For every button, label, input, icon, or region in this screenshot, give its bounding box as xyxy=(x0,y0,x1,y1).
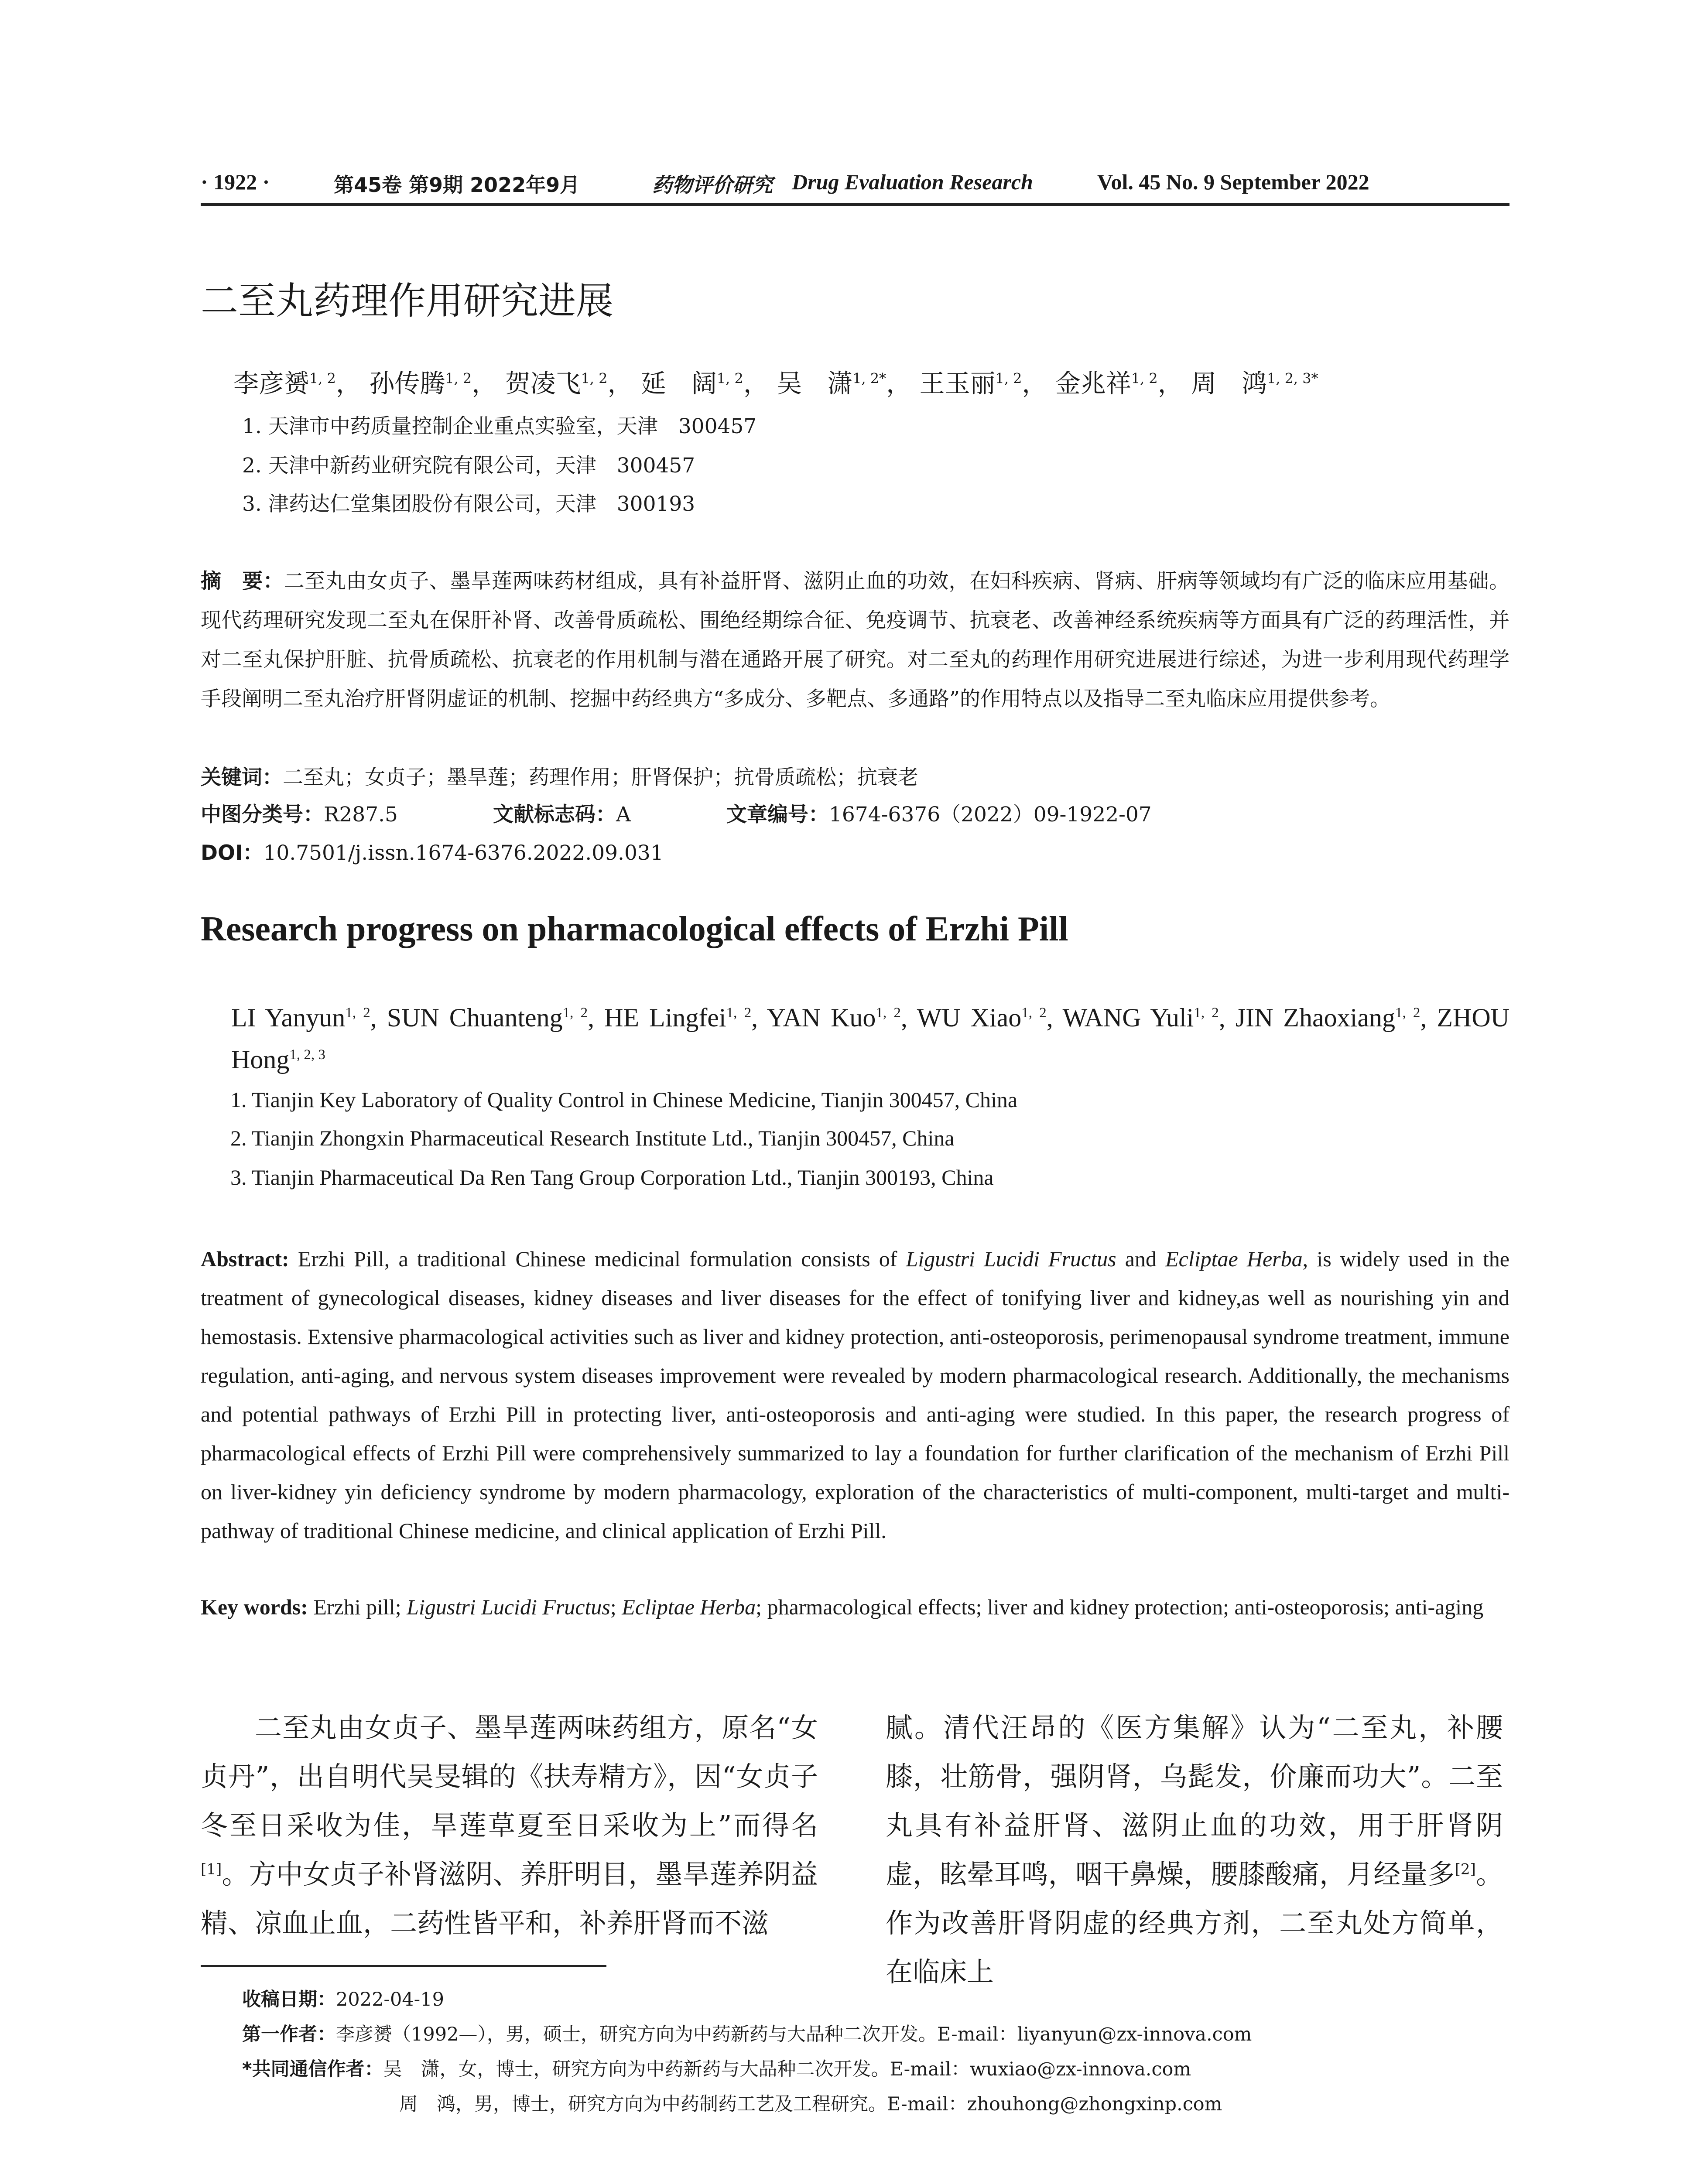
footnote-rule xyxy=(201,1965,606,1967)
author-cn: 金兆祥$^{1, 2}$ xyxy=(1055,369,1158,398)
doi-row xyxy=(201,837,664,866)
abstract-label-en: Abstract: xyxy=(201,1247,289,1271)
article-title-en: Research progress on pharmacological effects of Erzhi Pill xyxy=(201,910,1068,948)
author-en: JIN Zhaoxiang$^{1, 2}$ xyxy=(1235,1003,1420,1032)
citation: [2] xyxy=(1455,1860,1476,1878)
clc-row xyxy=(201,798,398,827)
received-date: 收稿日期：2022-04-19 xyxy=(242,1989,444,2010)
corresponding-author-note-2: 周 鸿，男，博士，研究方向为中药制药工艺及工程研究。E-mail：zhouhong@zhongxinp.com xyxy=(399,2093,1222,2115)
journal-cn-logo: 药物评价研究 xyxy=(652,173,773,197)
author-cn: 延 阔$^{1, 2}$ xyxy=(640,369,743,398)
doi-label: DOI： xyxy=(201,841,264,865)
page-number: · 1922 · xyxy=(201,170,270,194)
author-cn: 李彦赟$^{1, 2}$ xyxy=(233,369,336,398)
herb-name-italic: Ligustri Lucidi Fructus xyxy=(906,1247,1116,1271)
author-cn: 吴 潇$^{1, 2*}$ xyxy=(777,369,887,398)
abstract-label-cn: 摘 要： xyxy=(201,569,284,593)
journal-en: Drug Evaluation Research xyxy=(792,170,1033,194)
affiliation-en: 3. Tianjin Pharmaceutical Da Ren Tang Group Corporation Ltd., Tianjin 300193, China xyxy=(230,1165,994,1190)
article-number-value: 1674-6376（2022）09-1922-07 xyxy=(829,803,1152,827)
affiliation-cn: 2. 天津中新药业研究院有限公司，天津 300457 xyxy=(242,454,695,478)
author-en: ZHOU Hong$^{1, 2, 3}$ xyxy=(231,1003,1509,1074)
abstract-text-cn: 二至丸由女贞子、墨旱莲两味药材组成，具有补益肝肾、滋阴止血的功效，在妇科疾病、肾病、肝病等领域均有广泛的临床应用基础。现代药理研究发现二至丸在保肝补肾、改善骨质疏松、围绝经期综合征、免疫调节、抗衰老、改善神经系统疾病等方面具有广泛的药理活性，并对二至丸保护肝脏、抗骨质疏松、抗衰老的作用机制与潜在通路开展了研究。对二至丸的药理作用研究进展进行综述，为进一步利用现代药理学手段阐明二至丸治疗肝肾阴虚证的机制、挖掘中药经典方“多成分、多靶点、多通路”的作用特点以及指导二至丸临床应用提供参考。 xyxy=(201,569,1510,711)
keywords-en: Key words: Erzhi pill; Ligustri Lucidi Fructus; Ecliptae Herba; pharmacological effects; liver and kidney protection; anti-osteoporosis; anti-aging xyxy=(201,1595,1484,1619)
author-cn: 王玉丽$^{1, 2}$ xyxy=(919,369,1022,398)
corresponding-author-note: *共同通信作者：吴 潇，女，博士，研究方向为中药新药与大品种二次开发。E-mail：wuxiao@zx-innova.com xyxy=(242,2058,1191,2080)
doi-value: 10.7501/j.issn.1674-6376.2022.09.031 xyxy=(263,841,664,865)
affiliation-cn: 1. 天津市中药质量控制企业重点实验室，天津 300457 xyxy=(242,414,757,438)
keywords-label-en: Key words: xyxy=(201,1595,308,1619)
header-rule xyxy=(201,203,1509,206)
first-author-note: 第一作者：李彦赟（1992—），男，硕士，研究方向为中药新药与大品种二次开发。E-mail：liyanyun@zx-innova.com xyxy=(242,2024,1252,2045)
keywords-label-cn: 关键词： xyxy=(201,766,283,790)
author-cn: 周 鸿$^{1, 2, 3*}$ xyxy=(1191,369,1318,398)
running-header xyxy=(201,169,1509,204)
doc-code-value: A xyxy=(616,803,631,827)
issue-en: Vol. 45 No. 9 September 2022 xyxy=(1097,170,1369,194)
article-number-row xyxy=(726,798,1152,827)
affiliation-en: 2. Tianjin Zhongxin Pharmaceutical Research Institute Ltd., Tianjin 300457, China xyxy=(230,1126,955,1150)
keywords-cn xyxy=(201,761,918,790)
abstract-en: Abstract: Erzhi Pill, a traditional Chinese medicinal formulation consists of Ligustri Lucidi Fructus and Ecliptae Herba, is widely used in the treatment of gynecological diseases, kidney diseases and liver diseases for the effect of tonifying liver and kidney,as well as nourishing yin and hemostasis. Extensive pharmacological activities such as liver and kidney protection, anti-osteoporosis, perimenopausal syndrome treatment, immune regulation, anti-aging, and nervous system diseases improvement were revealed by modern pharmacological research. Additionally, the mechanisms and potential pathways of Erzhi Pill in protecting liver, anti-osteoporosis and anti-aging were studied. In this paper, the research progress of pharmacological effects of Erzhi Pill were comprehensively summarized to lay a foundation for further clarification of the mechanism of Erzhi Pill on liver-kidney yin deficiency syndrome by modern pharmacology, exploration of the characteristics of multi-component, multi-target and multi-pathway of traditional Chinese medicine, and clinical application of Erzhi Pill. xyxy=(201,1247,1509,1543)
author-en: LI Yanyun$^{1, 2}$ xyxy=(231,1003,370,1032)
keywords-text-cn: 二至丸；女贞子；墨旱莲；药理作用；肝肾保护；抗骨质疏松；抗衰老 xyxy=(283,766,918,790)
herb-name-italic: Ecliptae Herba xyxy=(1165,1247,1303,1271)
clc-value: R287.5 xyxy=(324,803,398,827)
author-en: SUN Chuanteng$^{1, 2}$ xyxy=(387,1003,588,1032)
author-en: WU Xiao$^{1, 2}$ xyxy=(917,1003,1047,1032)
article-title-cn: 二至丸药理作用研究进展 xyxy=(201,279,613,323)
body-column-right: 腻。清代汪昂的《医方集解》认为“二至丸，补腰膝，壮筋骨，强阴肾，乌髭发，价廉而功大”。二至丸具有补益肝肾、滋阴止血的功效，用于肝肾阴虚，眩晕耳鸣，咽干鼻燥，腰膝酸痛，月经量多[2]。作为改善肝肾阴虚的经典方剂，二至丸处方简单，在临床上 xyxy=(886,1712,1503,1988)
body-column-left: 二至丸由女贞子、墨旱莲两味药组方，原名“女贞丹”，出自明代吴旻辑的《扶寿精方》，因“女贞子冬至日采收为佳，旱莲草夏至日采收为上”而得名[1]。方中女贞子补肾滋阴、养肝明目，墨旱莲养阴益精、凉血止血，二药性皆平和，补养肝肾而不滋 xyxy=(201,1712,818,1939)
doc-code-label: 文献标志码： xyxy=(493,803,616,827)
article-number-label: 文章编号： xyxy=(726,803,829,827)
abstract-cn xyxy=(201,562,1509,719)
clc-label: 中图分类号： xyxy=(201,803,324,827)
author-en: HE Lingfei$^{1, 2}$ xyxy=(604,1003,752,1032)
author-cn: 贺凌飞$^{1, 2}$ xyxy=(505,369,608,398)
author-cn: 孙传腾$^{1, 2}$ xyxy=(369,369,472,398)
author-en: YAN Kuo$^{1, 2}$ xyxy=(767,1003,901,1032)
author-en: WANG Yuli$^{1, 2}$ xyxy=(1062,1003,1219,1032)
author-list-cn: 李彦赟$^{1, 2}$， 孙传腾$^{1, 2}$， 贺凌飞$^{1, 2}$， 延 阔$^{1, 2}$， 吴 潇$^{1, 2*}$， 王玉丽$^{1, 2}$， 金兆祥$^{1, 2}$， 周 鸿$^{1, 2, 3*}$ xyxy=(233,369,1318,398)
citation: [1] xyxy=(201,1860,222,1878)
affiliation-en: 1. Tianjin Key Laboratory of Quality Control in Chinese Medicine, Tianjin 300457, China xyxy=(230,1087,1018,1112)
affiliation-cn: 3. 津药达仁堂集团股份有限公司，天津 300193 xyxy=(242,492,695,516)
author-list-en: LI Yanyun$^{1, 2}$, SUN Chuanteng$^{1, 2}$, HE Lingfei$^{1, 2}$, YAN Kuo$^{1, 2}$, WU Xiao$^{1, 2}$, WANG Yuli$^{1, 2}$, JIN Zhaoxiang$^{1, 2}$, ZHOU Hong$^{1, 2, 3}$ xyxy=(231,1003,1509,1074)
issue-cn: 第45卷 第9期 2022年9月 xyxy=(334,173,580,197)
doc-code-row xyxy=(493,798,631,827)
